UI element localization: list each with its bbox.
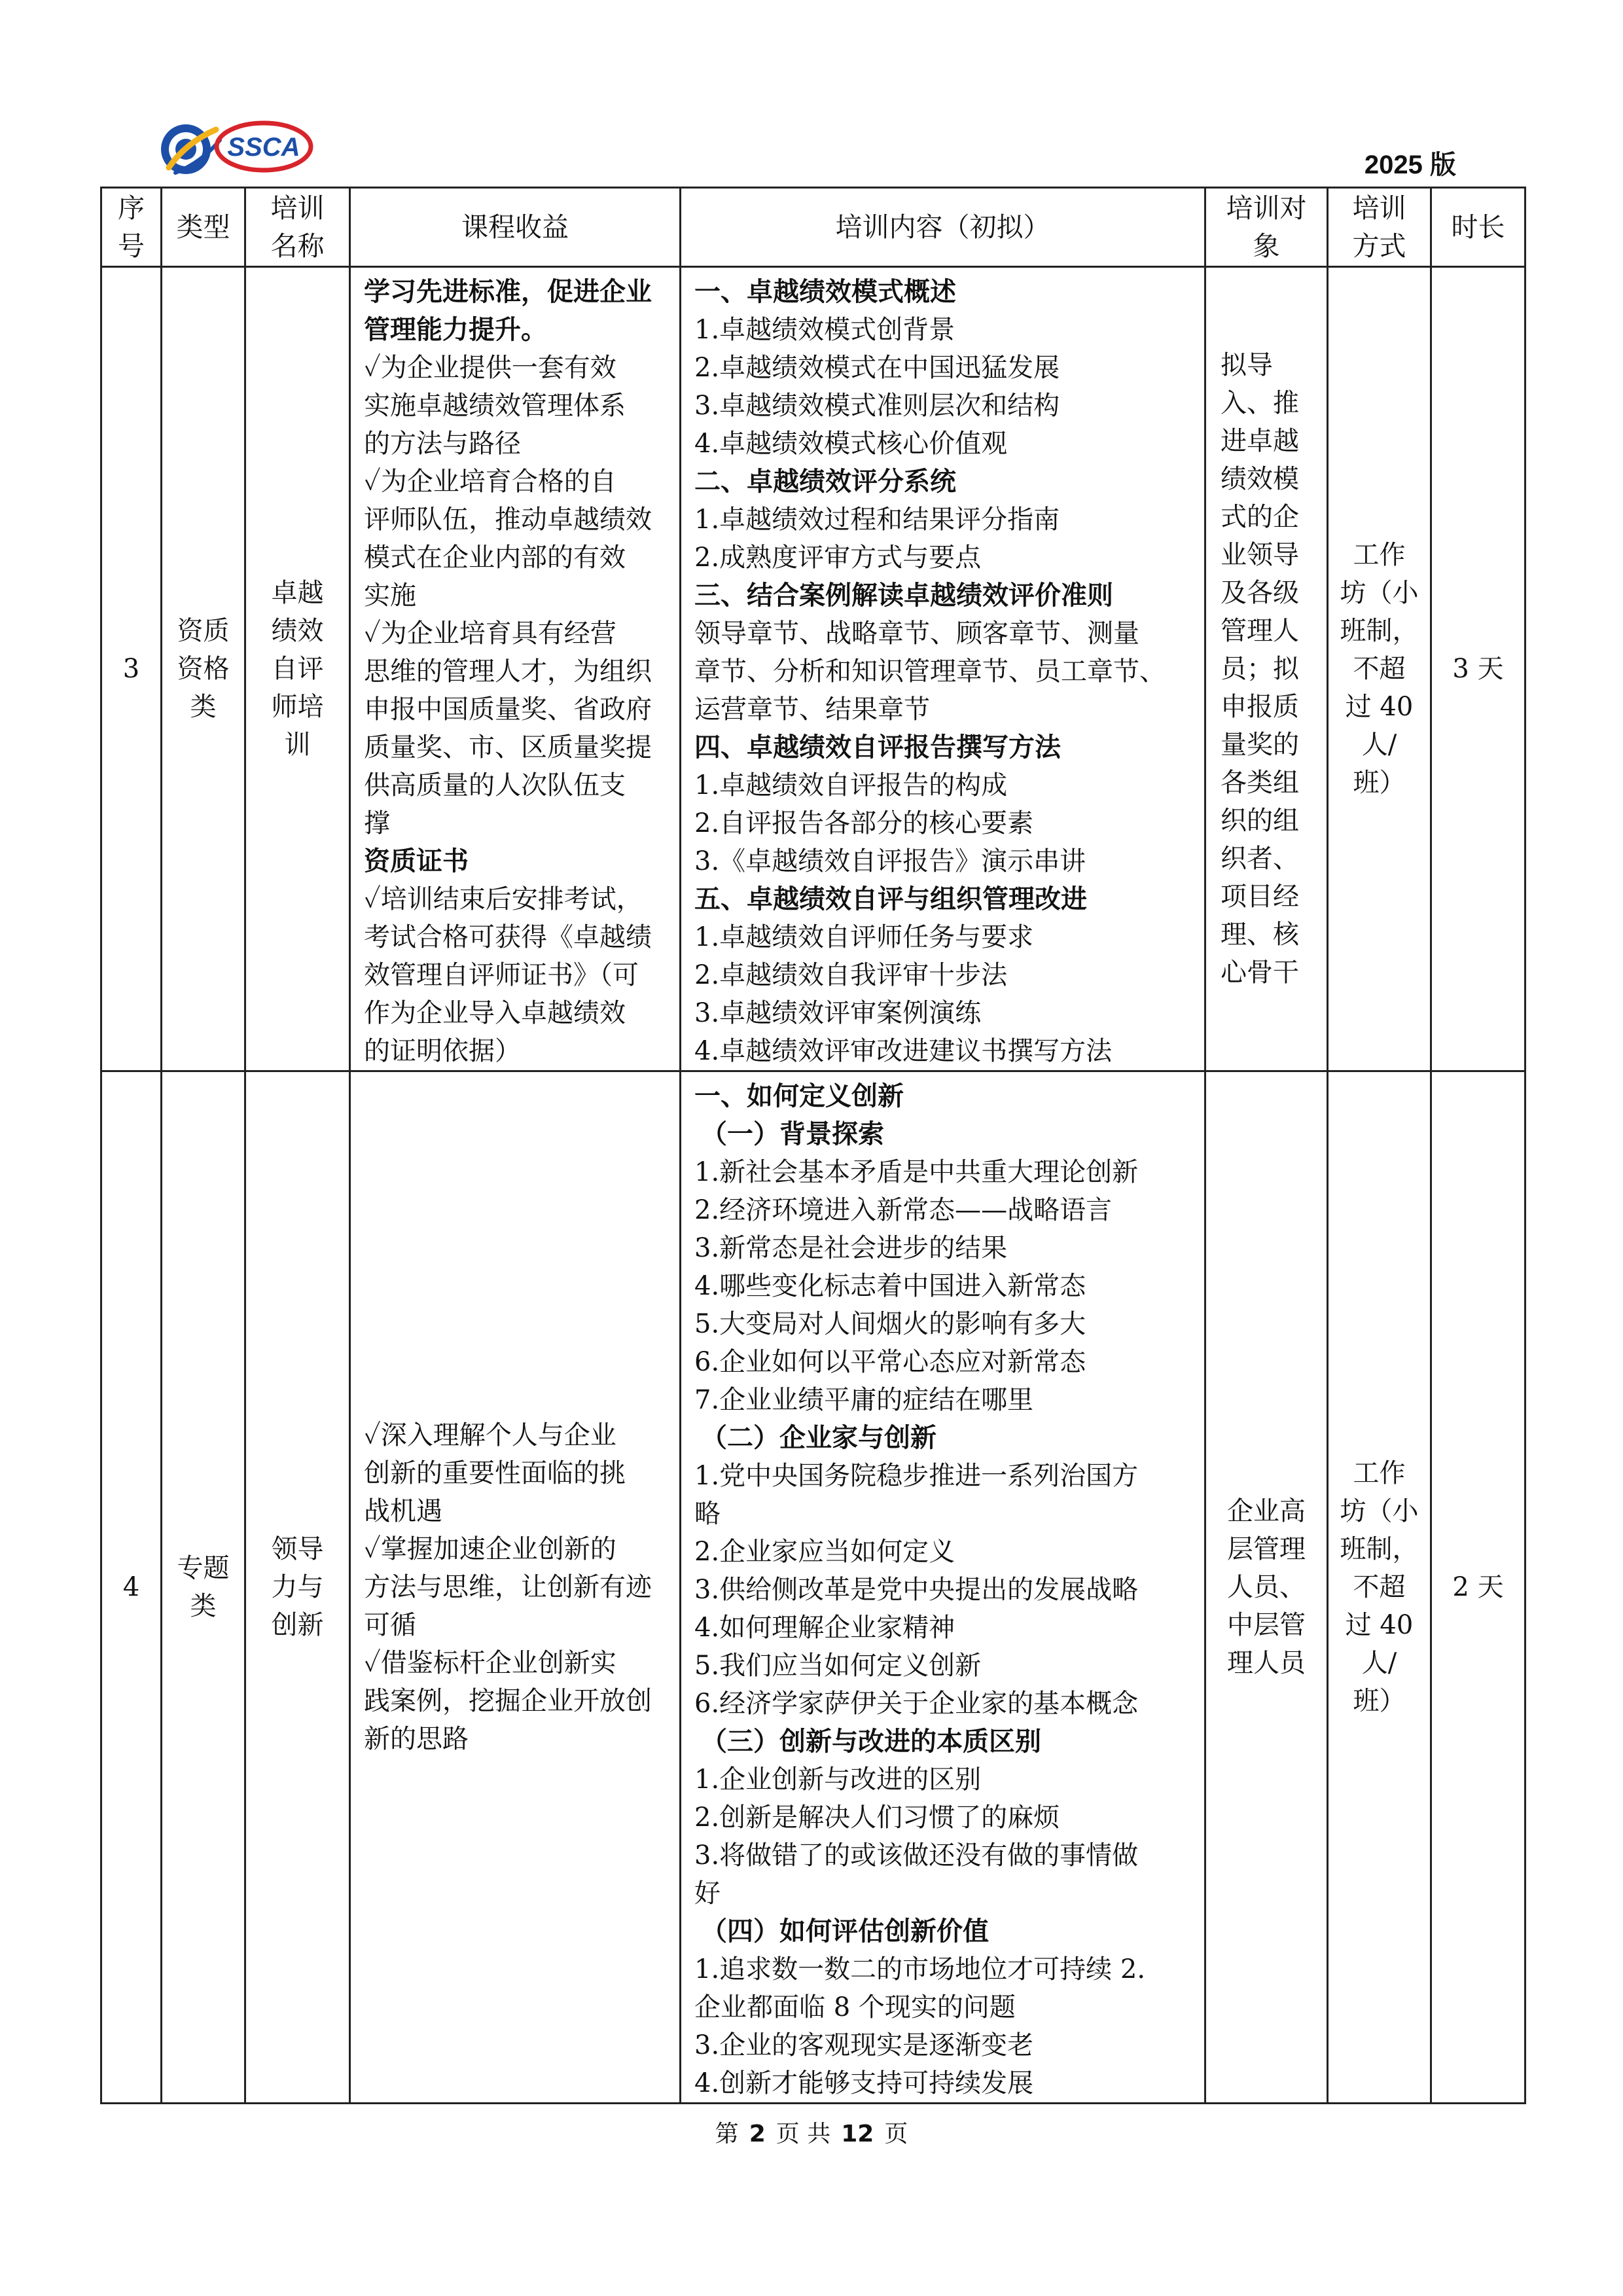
text-line: 不超 <box>1353 654 1406 684</box>
header-name <box>245 188 350 267</box>
text-line: 序 <box>118 192 145 224</box>
text-line: 1.卓越绩效自评报告的构成 <box>694 770 1008 800</box>
text-line: 自评 <box>271 654 324 684</box>
section-heading: 管理能力提升。 <box>364 315 547 345</box>
row-3-method <box>1328 267 1431 1071</box>
text-line: 拟导 <box>1221 350 1273 380</box>
text-line: 模式在企业内部的有效 <box>364 543 626 573</box>
text-line: 项目经 <box>1221 882 1299 912</box>
text-line: 实施卓越绩效管理体系 <box>364 391 626 421</box>
text-line: 2.企业家应当如何定义 <box>694 1537 955 1567</box>
header-method-lines <box>1329 189 1430 265</box>
text-line: 及各级 <box>1221 578 1299 608</box>
text-line: 效管理自评师证书》（可 <box>364 960 639 990</box>
footer-total-pages: 12 <box>841 2121 874 2147</box>
text-line: 班制， <box>1340 1534 1419 1564</box>
row-4-method-lines <box>1329 1454 1430 1720</box>
row-4-seq: 4 <box>101 1071 162 2104</box>
text-line: 1.卓越绩效过程和结果评分指南 <box>694 505 1060 535</box>
text-line: 申报中国质量奖、省政府 <box>364 694 652 725</box>
text-line: 心骨干 <box>1221 958 1299 988</box>
footer-label-end: 页 <box>884 2121 908 2147</box>
text-line: 不超 <box>1353 1572 1406 1602</box>
row-4-content-lines <box>694 1077 1194 2102</box>
text-line: 略 <box>694 1499 721 1529</box>
header-benefits: 课程收益 <box>350 188 681 267</box>
text-line: 4.卓越绩效评审改进建议书撰写方法 <box>694 1036 1113 1066</box>
text-line: 绩效模 <box>1221 464 1299 494</box>
text-line: 坊（小 <box>1340 578 1419 608</box>
text-line: 思维的管理人才，为组织 <box>364 656 652 687</box>
text-line: 班） <box>1353 1686 1406 1716</box>
row-3-content-lines <box>694 273 1194 1070</box>
header-type: 类型 <box>162 188 245 267</box>
header-method <box>1328 188 1431 267</box>
text-line: 4.创新才能够支持可持续发展 <box>694 2068 1034 2098</box>
text-line: 资质 <box>177 616 230 646</box>
text-line: 过 40 <box>1345 692 1414 722</box>
text-line: 方法与思维，让创新有迹 <box>364 1572 652 1602</box>
text-line: ✓培训结束后安排考试， <box>364 884 643 914</box>
text-line: 管理人 <box>1221 616 1299 646</box>
subsection-heading: （二）企业家与创新 <box>701 1423 936 1453</box>
text-line: 3.《卓越绩效自评报告》演示串讲 <box>694 846 1086 876</box>
text-line: 1.企业创新与改进的区别 <box>694 1765 982 1795</box>
text-line: 班制， <box>1340 616 1419 646</box>
text-line: 2.卓越绩效模式在中国迅猛发展 <box>694 353 1060 383</box>
logo-text: SSCA <box>227 133 300 162</box>
edition-label: 2025 版 <box>1364 151 1456 179</box>
row-4-name-lines <box>246 1530 349 1644</box>
header-content: 培训内容（初拟） <box>681 188 1205 267</box>
header-audience <box>1205 188 1328 267</box>
text-line: 2.创新是解决人们习惯了的麻烦 <box>694 1803 1060 1833</box>
row-3-type <box>162 267 245 1071</box>
text-line: ✓为企业培育具有经营 <box>364 619 616 649</box>
text-line: 创新的重要性面临的挑 <box>364 1458 626 1488</box>
footer-label-page: 第 <box>715 2121 739 2147</box>
row-3-type-lines <box>162 612 244 726</box>
row-3-method-lines <box>1329 536 1430 802</box>
row-4-benefits <box>350 1071 681 2104</box>
text-line: 班） <box>1353 768 1406 798</box>
text-line: 3.卓越绩效评审案例演练 <box>694 998 982 1028</box>
text-line: 业领导 <box>1221 540 1299 570</box>
text-line: 1.党中央国务院稳步推进一系列治国方 <box>694 1461 1139 1491</box>
text-line: 培训 <box>270 192 325 224</box>
text-line: 中层管 <box>1227 1610 1306 1640</box>
section-heading: 三、结合案例解读卓越绩效评价准则 <box>694 581 1113 611</box>
row-3-benefits-lines <box>364 273 669 1070</box>
text-line: 力与 <box>271 1572 324 1602</box>
header-name-lines <box>246 189 349 265</box>
section-heading: 一、卓越绩效模式概述 <box>694 277 956 307</box>
text-line: ✓深入理解个人与企业 <box>364 1420 616 1450</box>
table-header-row <box>101 188 1525 267</box>
text-line: 战机遇 <box>364 1496 442 1526</box>
footer-current-page: 2 <box>749 2121 766 2147</box>
text-line: 章节、分析和知识管理章节、员工章节、 <box>694 656 1166 687</box>
text-line: 申报质 <box>1221 692 1299 722</box>
footer-label-of: 页 共 <box>776 2121 831 2147</box>
text-line: 实施 <box>364 581 416 611</box>
text-line: 量奖的 <box>1221 730 1299 760</box>
text-line: 4.卓越绩效模式核心价值观 <box>694 429 1008 459</box>
text-line: ✓为企业培育合格的自 <box>364 467 616 497</box>
row-3-name <box>245 267 350 1071</box>
text-line: 人/ <box>1361 1648 1397 1678</box>
section-heading: 二、卓越绩效评分系统 <box>694 467 956 497</box>
text-line: 供高质量的人次队伍支 <box>364 770 626 800</box>
text-line: 3.将做错了的或该做还没有做的事情做 <box>694 1840 1139 1871</box>
text-line: 工作 <box>1353 1458 1406 1488</box>
text-line: 象 <box>1253 230 1280 262</box>
text-line: 1.卓越绩效模式创背景 <box>694 315 955 345</box>
text-line: 6.经济学家萨伊关于企业家的基本概念 <box>694 1689 1139 1719</box>
text-line: 理、核 <box>1221 920 1299 950</box>
text-line: 领导章节、战略章节、顾客章节、测量 <box>694 619 1139 649</box>
text-line: 师培 <box>271 692 324 722</box>
text-line: 过 40 <box>1345 1610 1414 1640</box>
text-line: 3.卓越绩效模式准则层次和结构 <box>694 391 1060 421</box>
row-3-audience <box>1205 267 1328 1071</box>
text-line: 1.新社会基本矛盾是中共重大理论创新 <box>694 1157 1139 1187</box>
text-line: 好 <box>694 1878 721 1909</box>
text-line: 5.大变局对人间烟火的影响有多大 <box>694 1309 1086 1339</box>
course-table <box>100 187 1526 2104</box>
section-heading: 五、卓越绩效自评与组织管理改进 <box>694 884 1087 914</box>
text-line: 工作 <box>1353 540 1406 570</box>
section-heading: 学习先进标准，促进企业 <box>364 277 652 307</box>
text-line: 绩效 <box>271 616 324 646</box>
text-line: 2.自评报告各部分的核心要素 <box>694 808 1034 838</box>
table-row <box>101 267 1525 1071</box>
text-line: 2.成熟度评审方式与要点 <box>694 543 982 573</box>
text-line: 理人员 <box>1227 1648 1306 1678</box>
text-line: 培训对 <box>1226 192 1307 224</box>
row-3-name-lines <box>246 574 349 764</box>
text-line: ✓为企业提供一套有效 <box>364 353 616 383</box>
row-3-seq: 3 <box>101 267 162 1071</box>
header-audience-lines <box>1206 189 1327 265</box>
row-3-duration: 3 天 <box>1431 267 1525 1071</box>
text-line: 1.卓越绩效自评师任务与要求 <box>694 922 1034 952</box>
text-line: 3.供给侧改革是党中央提出的发展战略 <box>694 1575 1139 1605</box>
text-line: 4.哪些变化标志着中国进入新常态 <box>694 1271 1086 1301</box>
page-footer <box>0 2115 1623 2149</box>
section-heading: 资质证书 <box>364 846 469 876</box>
text-line: 层管理 <box>1227 1534 1306 1564</box>
text-line: 企业都面临 8 个现实的问题 <box>694 1992 1016 2022</box>
header-duration: 时长 <box>1431 188 1525 267</box>
text-line: 7.企业业绩平庸的症结在哪里 <box>694 1385 1034 1415</box>
text-line: 员；拟 <box>1221 654 1299 684</box>
text-line: 进卓越 <box>1221 426 1299 456</box>
text-line: 考试合格可获得《卓越绩 <box>364 922 652 952</box>
text-line: 评师队伍，推动卓越绩效 <box>364 505 652 535</box>
text-line: 织的组 <box>1221 806 1299 836</box>
row-4-method <box>1328 1071 1431 2104</box>
subsection-heading: （四）如何评估创新价值 <box>701 1916 989 1946</box>
row-3-benefits <box>350 267 681 1071</box>
row-4-type-lines <box>162 1549 244 1625</box>
text-line: 1.追求数一数二的市场地位才可持续 2. <box>694 1954 1146 1984</box>
text-line: 5.我们应当如何定义创新 <box>694 1651 982 1681</box>
header-seq-lines <box>102 189 160 265</box>
text-line: 方式 <box>1352 230 1406 262</box>
text-line: 运营章节、结果章节 <box>694 694 930 725</box>
row-4-name <box>245 1071 350 2104</box>
section-heading: 四、卓越绩效自评报告撰写方法 <box>694 732 1061 762</box>
header-seq <box>101 188 162 267</box>
subsection-heading: （一）背景探索 <box>701 1119 884 1149</box>
text-line: 式的企 <box>1221 502 1299 532</box>
text-line: 号 <box>118 230 145 262</box>
ssca-logo <box>156 117 319 179</box>
section-heading: 一、如何定义创新 <box>694 1081 904 1111</box>
text-line: 培训 <box>1352 192 1406 224</box>
text-line: 质量奖、市、区质量奖提 <box>364 732 652 762</box>
text-line: 3.企业的客观现实是逐渐变老 <box>694 2030 1034 2060</box>
text-line: 各类组 <box>1221 768 1299 798</box>
text-line: 资格 <box>177 654 230 684</box>
row-4-type <box>162 1071 245 2104</box>
text-line: 撑 <box>364 808 390 838</box>
text-line: 类 <box>190 692 217 722</box>
text-line: ✓借鉴标杆企业创新实 <box>364 1648 616 1678</box>
text-line: 专题 <box>177 1553 230 1583</box>
text-line: 创新 <box>271 1610 324 1640</box>
text-line: 的方法与路径 <box>364 429 521 459</box>
text-line: 新的思路 <box>364 1724 469 1754</box>
row-3-audience-lines <box>1221 346 1327 992</box>
text-line: 类 <box>190 1591 217 1621</box>
text-line: 训 <box>284 730 311 760</box>
text-line: 3.新常态是社会进步的结果 <box>694 1233 1008 1263</box>
text-line: 践案例，挖掘企业开放创 <box>364 1686 652 1716</box>
subsection-heading: （三）创新与改进的本质区别 <box>701 1727 1041 1757</box>
table-row <box>101 1071 1525 2104</box>
text-line: 可循 <box>364 1610 416 1640</box>
text-line: 名称 <box>270 230 325 262</box>
row-4-audience <box>1205 1071 1328 2104</box>
text-line: 企业高 <box>1227 1496 1306 1526</box>
text-line: 4.如何理解企业家精神 <box>694 1613 955 1643</box>
text-line: 2.卓越绩效自我评审十步法 <box>694 960 1008 990</box>
text-line: 人员、 <box>1227 1572 1306 1602</box>
text-line: 的证明依据） <box>364 1036 521 1066</box>
text-line: ✓掌握加速企业创新的 <box>364 1534 616 1564</box>
text-line: 6.企业如何以平常心态应对新常态 <box>694 1347 1086 1377</box>
text-line: 人/ <box>1361 730 1397 760</box>
row-4-content <box>681 1071 1205 2104</box>
text-line: 2.经济环境进入新常态——战略语言 <box>694 1195 1113 1225</box>
text-line: 坊（小 <box>1340 1496 1419 1526</box>
text-line: 织者、 <box>1221 844 1299 874</box>
text-line: 入、推 <box>1221 388 1299 418</box>
row-4-benefits-lines <box>364 1416 669 1758</box>
text-line: 卓越 <box>271 578 324 608</box>
row-4-duration: 2 天 <box>1431 1071 1525 2104</box>
text-line: 作为企业导入卓越绩效 <box>364 998 626 1028</box>
row-4-audience-lines <box>1206 1492 1327 1682</box>
text-line: 领导 <box>271 1534 324 1564</box>
row-3-content <box>681 267 1205 1071</box>
